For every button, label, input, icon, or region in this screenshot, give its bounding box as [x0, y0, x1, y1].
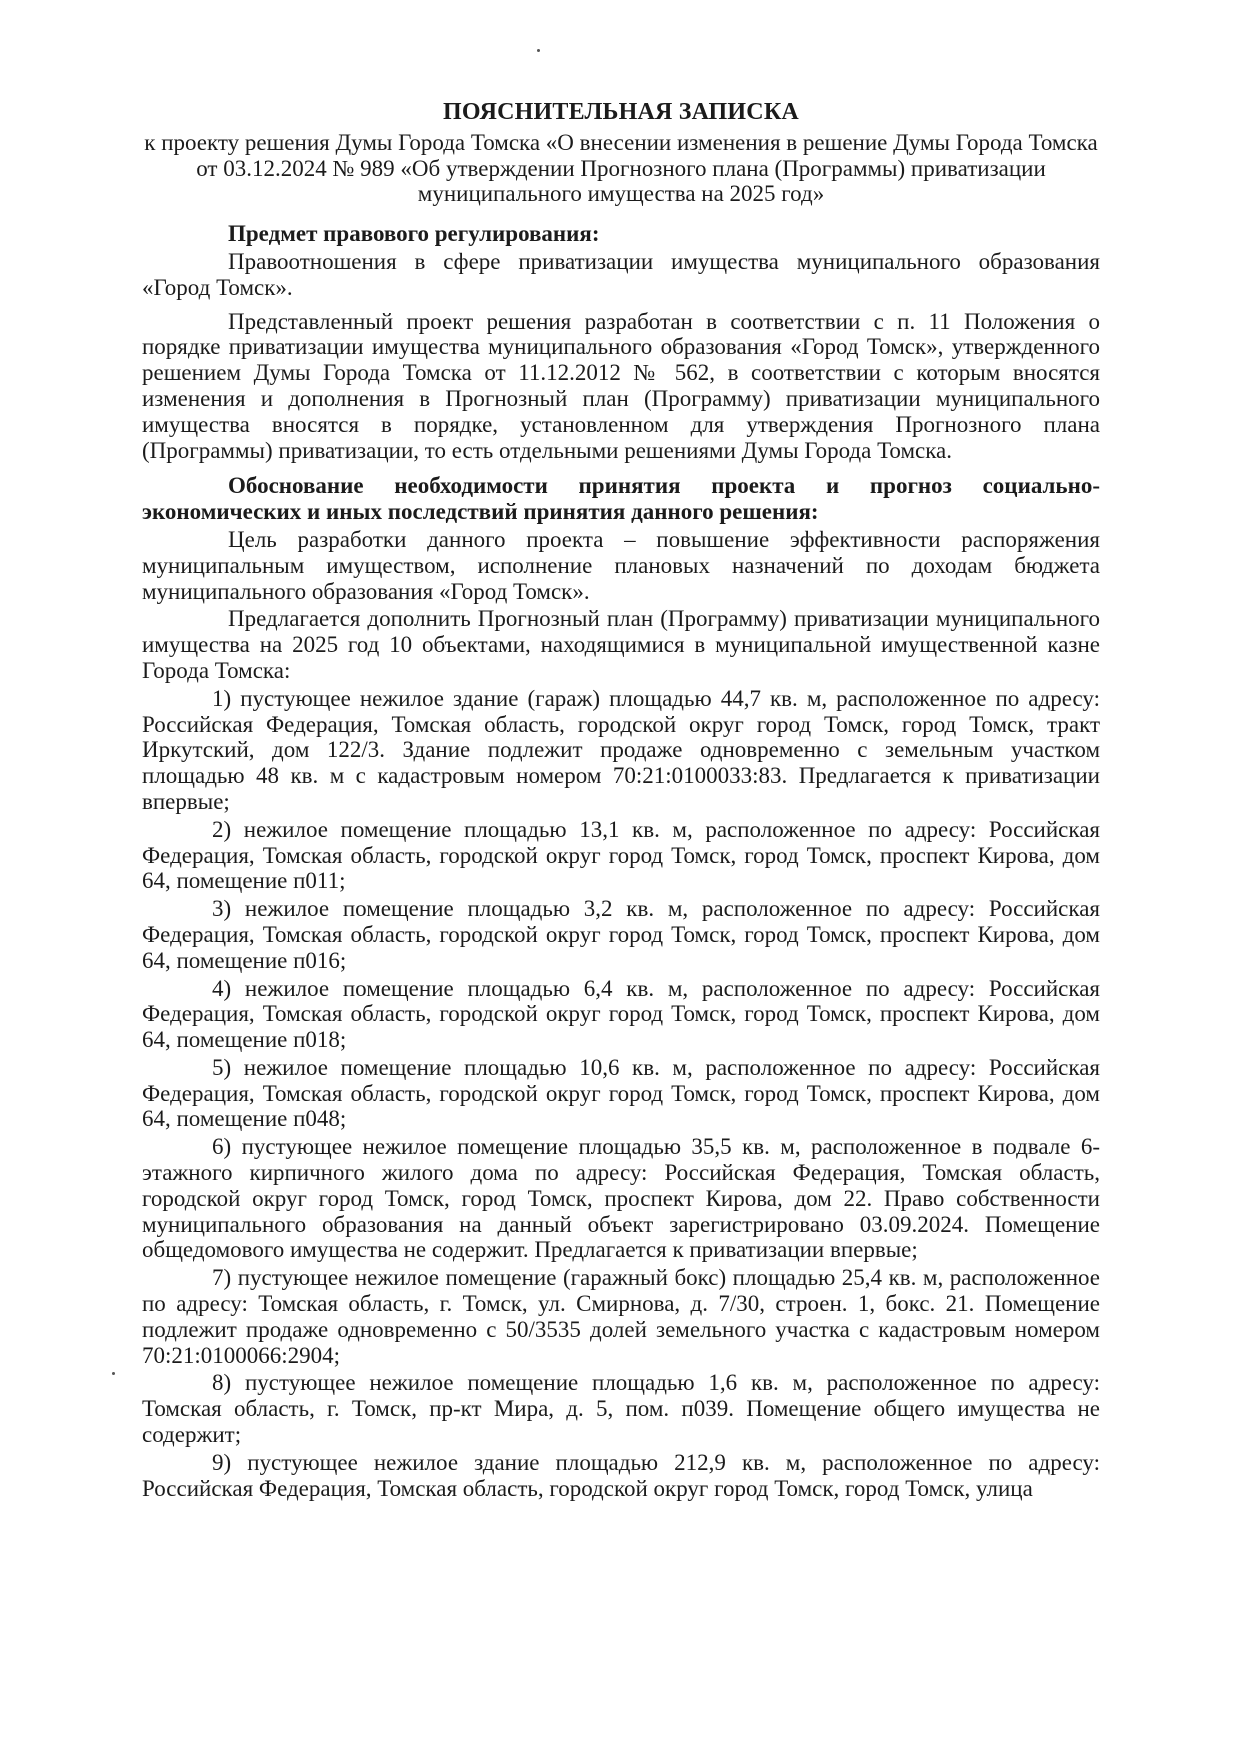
paragraph: Представленный проект решения разработан в соответствии с п. 11 Положения о порядке приватизации имущества муниципального образования «Город Томск», утвержденного решением Думы Города Томска от 11.12.2012 № 562, в соответствии с которым вносятся изменения и дополнения в Прогнозный план (Программу) приватизации муниципального имущества вносятся в порядке, установленном для утверждения Прогнозного плана (Программы) приватизации, то есть отдельными решениями Думы Города Томска.	[142, 308, 1100, 463]
document-title: ПОЯСНИТЕЛЬНАЯ ЗАПИСКА	[443, 99, 799, 125]
list-item: 6) пустующее нежилое помещение площадью 35,5 кв. м, расположенное в подвале 6-этажного кирпичного жилого дома по адресу: Российская Федерация, Томская область, городской округ город Томск, город Томск, проспект Кирова, дом 22. Право собственности муниципального образования на данный объект зарегистрировано 03.09.2024. Помещение общедомового имущества не содержит. Предлагается к приватизации впервые;	[142, 1134, 1100, 1263]
list-item: 5) нежилое помещение площадью 10,6 кв. м, расположенное по адресу: Российская Федерация, Томская область, городской округ город Томск, город Томск, проспект Кирова, дом 64, помещение п048;	[142, 1054, 1100, 1132]
document-body	[142, 100, 1100, 1503]
scan-speck	[112, 1372, 115, 1375]
list-item: 4) нежилое помещение площадью 6,4 кв. м, расположенное по адресу: Российская Федерация, Томская область, городской округ город Томск, город Томск, проспект Кирова, дом 64, помещение п018;	[142, 975, 1100, 1053]
paragraph: Предлагается дополнить Прогнозный план (Программу) приватизации муниципального имущества на 2025 год 10 объектами, находящимися в муниципальной имущественной казне Города Томска:	[142, 606, 1100, 683]
paragraph: Цель разработки данного проекта – повышение эффективности распоряжения муниципальным имуществом, исполнение плановых назначений по доходам бюджета муниципального образования «Город Томск».	[142, 526, 1100, 604]
paragraph: Правоотношения в сфере приватизации имущества муниципального образования «Город Томск».	[142, 248, 1100, 300]
list-item: 1) пустующее нежилое здание (гараж) площадью 44,7 кв. м, расположенное по адресу: Российская Федерация, Томская область, городской округ город Томск, город Томск, тракт Иркутский, дом 122/3. Здание подлежит продаже одновременно с земельным участком площадью 48 кв. м с кадастровым номером 70:21:0100033:83. Предлагается к приватизации впервые;	[142, 685, 1100, 814]
list-item: 9) пустующее нежилое здание площадью 212,9 кв. м, расположенное по адресу: Российская Федерация, Томская область, городской округ город Томск, город Томск, улица	[142, 1449, 1100, 1501]
section-heading-subject: Предмет правового регулирования:	[228, 221, 600, 247]
document-subtitle: к проекту решения Думы Города Томска «О внесении изменения в решение Думы Города Томска от 03.12.2024 № 989 «Об утверждении Прогнозного плана (Программы) приватизации муниципального имущества на 2025 год»	[144, 129, 1098, 207]
section-heading-justification: Обоснование необходимости принятия проекта и прогноз социально-экономических и иных последствий принятия данного решения:	[142, 473, 1100, 525]
scan-speck	[537, 49, 540, 52]
list-item: 2) нежилое помещение площадью 13,1 кв. м, расположенное по адресу: Российская Федерация, Томская область, городской округ город Томск, город Томск, проспект Кирова, дом 64, помещение п011;	[142, 816, 1100, 894]
list-item: 7) пустующее нежилое помещение (гаражный бокс) площадью 25,4 кв. м, расположенное по адресу: Томская область, г. Томск, ул. Смирнова, д. 7/30, строен. 1, бокс. 21. Помещение подлежит продаже одновременно с 50/3535 долей земельного участка с кадастровым номером 70:21:0100066:2904;	[142, 1265, 1100, 1368]
list-item: 3) нежилое помещение площадью 3,2 кв. м, расположенное по адресу: Российская Федерация, Томская область, городской округ город Томск, город Томск, проспект Кирова, дом 64, помещение п016;	[142, 896, 1100, 973]
list-item: 8) пустующее нежилое помещение площадью 1,6 кв. м, расположенное по адресу: Томская область, г. Томск, пр-кт Мира, д. 5, пом. п039. Помещение общего имущества не содержит;	[142, 1370, 1100, 1448]
